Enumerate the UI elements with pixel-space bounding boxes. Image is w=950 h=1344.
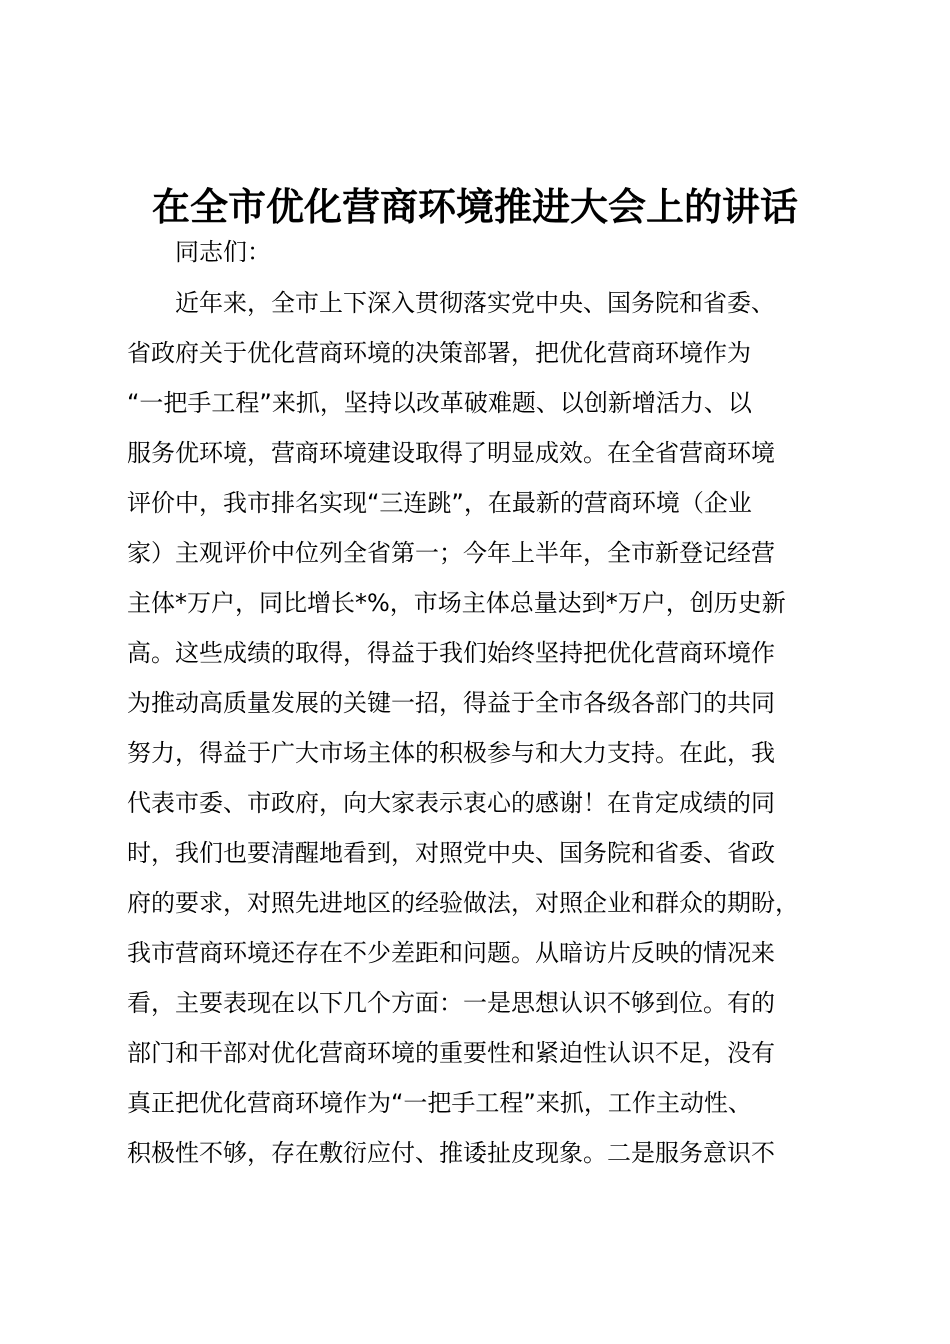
- body-line: 服务优环境，营商环境建设取得了明显成效。在全省营商环境: [127, 439, 775, 467]
- body-line: “一把手工程”来抓，坚持以改革破难题、以创新增活力、以: [127, 389, 752, 417]
- body-line: 我市营商环境还存在不少差距和问题。从暗访片反映的情况来: [127, 939, 775, 967]
- salutation: 同志们：: [175, 238, 271, 266]
- body-line: 为推动高质量发展的关键一招，得益于全市各级各部门的共同: [127, 689, 775, 717]
- body-line: 高。这些成绩的取得，得益于我们始终坚持把优化营商环境作: [127, 639, 775, 667]
- document-title: 在全市优化营商环境推进大会上的讲话: [151, 184, 798, 229]
- body-line: 近年来，全市上下深入贯彻落实党中央、国务院和省委、: [175, 289, 775, 317]
- body-line: 府的要求，对照先进地区的经验做法，对照企业和群众的期盼，: [127, 889, 799, 917]
- body-line: 代表市委、市政府，向大家表示衷心的感谢！在肯定成绩的同: [127, 789, 775, 817]
- body-line: 时，我们也要清醒地看到，对照党中央、国务院和省委、省政: [127, 839, 775, 867]
- body-line: 主体*万户，同比增长*%，市场主体总量达到*万户，创历史新: [127, 589, 786, 617]
- body-line: 看，主要表现在以下几个方面：一是思想认识不够到位。有的: [127, 989, 775, 1017]
- body-line: 努力，得益于广大市场主体的积极参与和大力支持。在此，我: [127, 739, 775, 767]
- body-line: 积极性不够，存在敷衍应付、推诿扯皮现象。二是服务意识不: [127, 1139, 775, 1167]
- body-line: 真正把优化营商环境作为“一把手工程”来抓，工作主动性、: [127, 1089, 752, 1117]
- body-line: 省政府关于优化营商环境的决策部署，把优化营商环境作为: [127, 339, 751, 367]
- body-line: 部门和干部对优化营商环境的重要性和紧迫性认识不足，没有: [127, 1039, 775, 1067]
- body-line: 评价中，我市排名实现“三连跳”，在最新的营商环境（企业: [127, 489, 752, 517]
- body-line: 家）主观评价中位列全省第一；今年上半年，全市新登记经营: [127, 539, 775, 567]
